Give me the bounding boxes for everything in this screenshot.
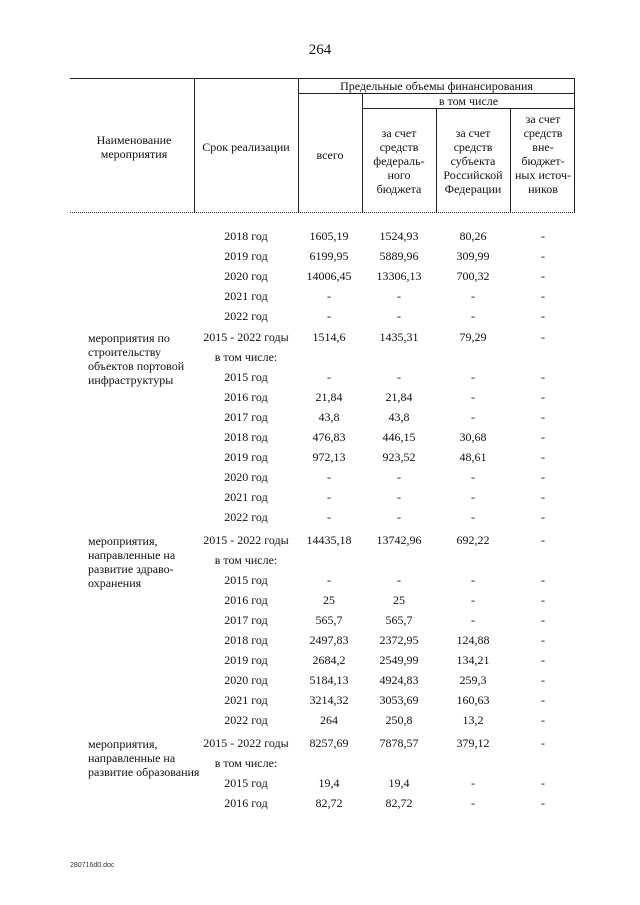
col-divider-1: [194, 78, 195, 212]
header-including: в том числе: [438, 94, 499, 108]
col-divider-4: [436, 108, 437, 212]
section-name: мероприятия, направленные на развитие образования: [88, 737, 200, 779]
table-row: 2019 год 2684,2 2549,99 134,21 -: [224, 653, 545, 667]
header-period: Срок реализации: [202, 140, 290, 154]
header-total: всего: [316, 148, 344, 162]
table-row: 2020 год - - - -: [224, 470, 545, 484]
col-divider-3: [362, 93, 363, 212]
table-row: 2016 год 25 25 - -: [224, 593, 545, 607]
table-row: 2015 - 2022 годы 8257,69 7878,57 379,12 -: [203, 736, 545, 750]
table-row: 2018 год 1605,19 1524,93 80,26 -: [224, 229, 545, 243]
header-federal: за счет средств федераль- ного бюджета: [373, 126, 425, 196]
section-name: мероприятия по строительству объектов портовой инфраструктуры: [88, 331, 185, 387]
table-row: в том числе:: [214, 553, 278, 567]
footer-filename: 280716d0.doc: [70, 862, 115, 869]
table-row: 2015 - 2022 годы 14435,18 13742,96 692,22 -: [203, 533, 545, 547]
table-row: 2017 год 43,8 43,8 - -: [224, 410, 545, 424]
header-name: Наименование мероприятия: [96, 133, 172, 161]
table-row: 2015 год 19,4 19,4 - -: [224, 776, 545, 790]
table-row: 2015 год - - - -: [224, 573, 545, 587]
header-funding: Предельные объемы финансирования: [340, 79, 533, 93]
table-row: 2016 год 82,72 82,72 - -: [224, 796, 545, 810]
table-row: 2019 год 972,13 923,52 48,61 -: [224, 450, 545, 464]
page-number: 264: [308, 42, 332, 58]
section-name: мероприятия, направленные на развитие здраво- охранения: [88, 534, 176, 590]
col-divider-2: [298, 78, 299, 212]
table-row: 2022 год - - - -: [224, 309, 545, 323]
table-row: 2020 год 14006,45 13306,13 700,32 -: [224, 269, 545, 283]
including-divider: [362, 108, 575, 109]
table-row: 2018 год 476,83 446,15 30,68 -: [224, 430, 545, 444]
table-row: в том числе:: [214, 350, 278, 364]
table-row: 2019 год 6199,95 5889,96 309,99 -: [224, 249, 545, 263]
table-row: 2022 год 264 250,8 13,2 -: [224, 713, 545, 727]
header-regional: за счет средств субъекта Российской Федерации: [443, 126, 503, 196]
table-row: 2021 год - - - -: [224, 289, 545, 303]
table-row: в том числе:: [214, 756, 278, 770]
table-row: 2021 год 3214,32 3053,69 160,63 -: [224, 693, 545, 707]
table-row: 2021 год - - - -: [224, 490, 545, 504]
header-bottom-border: [70, 212, 575, 213]
table-row: 2015 - 2022 годы 1514,6 1435,31 79,29 -: [203, 330, 545, 344]
table-row: 2022 год - - - -: [224, 510, 545, 524]
table-row: 2017 год 565,7 565,7 - -: [224, 613, 545, 627]
table-row: 2020 год 5184,13 4924,83 259,3 -: [224, 673, 545, 687]
table-row: 2016 год 21,84 21,84 - -: [224, 390, 545, 404]
table-row: 2015 год - - - -: [224, 370, 545, 384]
header-extrabudget: за счет средств вне- бюджет- ных источ- ников: [514, 112, 572, 196]
table-row: 2018 год 2497,83 2372,95 124,88 -: [224, 633, 545, 647]
col-divider-5: [510, 108, 511, 212]
